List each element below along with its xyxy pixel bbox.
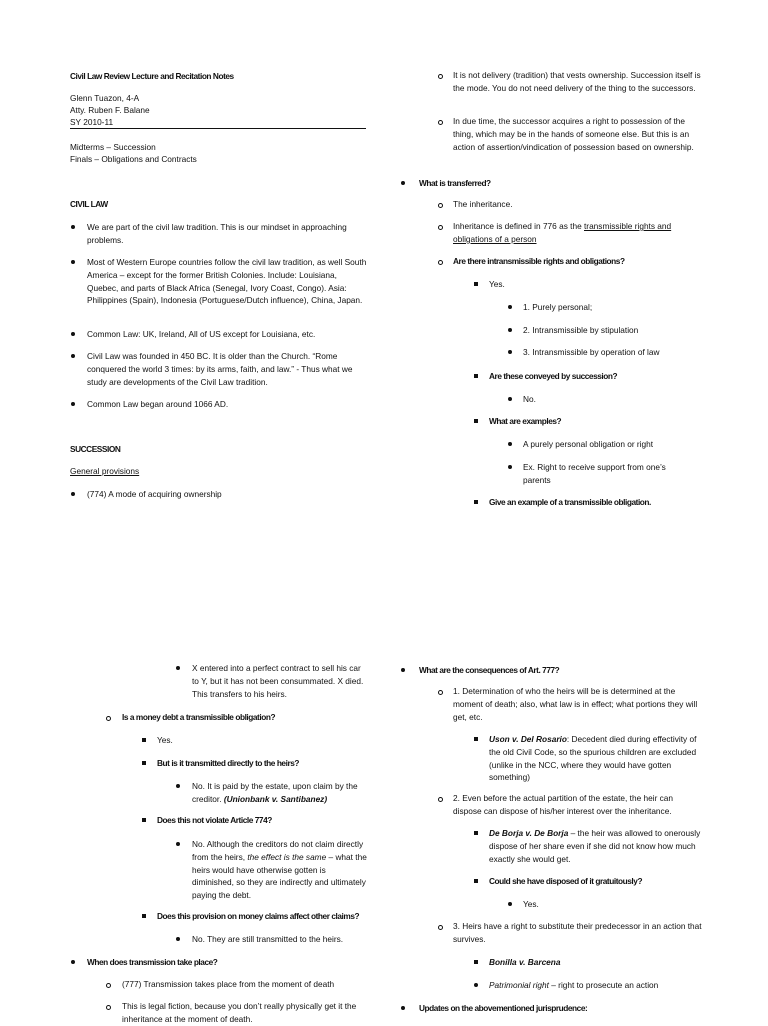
bullet-icon [401,1006,405,1010]
circle-bullet-icon [438,260,443,265]
case-uson [489,733,703,784]
square-bullet-icon [474,282,478,286]
author-line: Glenn Tuazon, 4-A [70,93,140,103]
case-de-borja-name: De Borja v. De Borja [489,828,569,838]
bullet-icon [508,397,512,401]
general-provisions-subheading: General provisions [70,466,140,476]
answer-violate-774 [192,838,370,902]
bullet-icon [176,666,180,670]
example-1: A purely personal obligation or right [523,439,654,449]
inheritance-definition [453,220,703,246]
bullet-icon [176,937,180,941]
due-time-note: In due time, the successor acquires a right to possession of the thing, which may be in the hands of someone else. But this is an action of assertion/vindication of possession based on ownership. [453,116,694,152]
header-divider [70,128,366,129]
contract-example: X entered into a perfect contract to sell his car to Y, but it has not been consummated. X died. This transfers to his heirs. [192,663,364,699]
circle-bullet-icon [106,983,111,988]
square-bullet-icon [142,914,146,918]
bullet-icon [508,442,512,446]
circle-bullet-icon [106,716,111,721]
bullet-icon [71,260,75,264]
bullet-icon [71,960,75,964]
consequence-1: 1. Determination of who the heirs will be is determined at the moment of death; also, what law is in effect; what portions they will get, etc. [453,686,698,722]
circle-bullet-icon [438,797,443,802]
delivery-note: It is not delivery (tradition) that vests ownership. Succession itself is the mode. You do not need delivery of the thing to the successors. [453,70,701,93]
civil-law-item-5: Common Law began around 1066 AD. [87,399,229,409]
answer-violate-part-1: No. Although the creditors do not claim directly from the heirs, [192,839,364,862]
question-what-transferred: What is transferred? [419,178,491,188]
intransmissible-item-1: 1. Purely personal; [523,302,593,312]
answer-estate-text: No. It is paid by the estate, upon claim by the creditor. [192,781,358,804]
answer-affect-other-claims: No. They are still transmitted to the heirs. [192,934,344,944]
square-bullet-icon [142,818,146,822]
circle-bullet-icon [438,120,443,125]
square-bullet-icon [474,831,478,835]
answer-violate-italic: the effect is the same [247,851,327,862]
consequence-2: 2. Even before the actual partition of the estate, the heir can dispose can dispose of his/her interest over the inheritance. [453,793,674,816]
circle-bullet-icon [106,1005,111,1010]
civil-law-item-2: Most of Western Europe countries follow the civil law tradition, as well South America – except for the former British Colonies. Include: Louisiana, Quebec, and parts of Black Africa (Senegal, Ivory Coast, Congo). Asia: Philippines (Spain), Indonesia (Portuguese/Dutch influence), China, Japan. [87,257,367,306]
answer-violate-part-2: – what the heirs would have otherwise gotten is diminished, so they are indirectly and ultimately paying the debt. [192,851,367,901]
square-bullet-icon [474,374,478,378]
bullet-icon [508,465,512,469]
answer-paid-by-estate [192,780,368,806]
intransmissible-item-2: 2. Intransmissible by stipulation [523,325,639,335]
answer-no: No. [523,394,536,404]
case-unionbank: (Unionbank v. Santibanez) [223,793,328,804]
bullet-icon [71,225,75,229]
patrimonial-right [489,979,658,992]
square-bullet-icon [142,761,146,765]
question-intransmissible: Are there intransmissible rights and obligations? [453,256,625,266]
answer-yes: Yes. [489,279,505,289]
square-bullet-icon [474,737,478,741]
definition-prefix: Inheritance is defined in 776 as the [453,221,584,231]
finals-line: Finals – Obligations and Contracts [70,154,197,164]
civil-law-item-4: Civil Law was founded in 450 BC. It is older than the Church. “Rome conquered the world 3 times: by its arms, faith, and law.” - Thus what we study are developments of the Civil Law tradition. [87,351,353,387]
civil-law-item-1: We are part of the civil law tradition. This is our mindset in approaching problems. [87,222,347,245]
bullet-icon [71,402,75,406]
bullet-icon [71,354,75,358]
answer-yes-money-debt: Yes. [157,735,173,745]
question-affect-other-claims: Does this provision on money claims affect other claims? [157,911,360,921]
case-uson-text: : Decedent died during effectivity of the old Civil Code, so the spurious children are excluded (unlike in the NCC, where they would have gotten something) [489,734,697,783]
square-bullet-icon [474,879,478,883]
updates-heading: Updates on the abovementioned jurisprudence: [419,1003,588,1013]
question-consequences-777: What are the consequences of Art. 777? [419,665,560,675]
midterms-line: Midterms – Succession [70,142,156,152]
question-money-debt: Is a money debt a transmissible obligation? [122,712,276,722]
case-bonilla: Bonilla v. Barcena [489,957,561,967]
civil-law-item-3: Common Law: UK, Ireland, All of US except for Louisiana, etc. [87,329,316,339]
succession-item-774: (774) A mode of acquiring ownership [87,489,222,499]
bullet-icon [508,902,512,906]
answer-legal-fiction: This is legal fiction, because you don’t really physically get it the inheritance at the moment of death. [122,1001,357,1024]
bullet-icon [176,842,180,846]
bullet-icon [508,350,512,354]
circle-bullet-icon [438,74,443,79]
answer-777: (777) Transmission takes place from the moment of death [122,979,335,989]
question-examples: What are examples? [489,416,562,426]
patrimonial-right-italic: Patrimonial right [489,980,549,990]
question-violate-774: Does this not violate Article 774? [157,815,272,825]
question-conveyed: Are these conveyed by succession? [489,371,618,381]
intransmissible-item-3: 3. Intransmissible by operation of law [523,347,660,357]
school-year-line: SY 2010-11 [70,117,114,127]
civil-law-heading: CIVIL LAW [70,199,108,209]
question-give-example: Give an example of a transmissible obligation. [489,497,651,507]
consequence-3: 3. Heirs have a right to substitute their predecessor in an action that survives. [453,921,702,944]
circle-bullet-icon [438,925,443,930]
document-title: Civil Law Review Lecture and Recitation Notes [70,71,234,81]
patrimonial-right-text: – right to prosecute an action [548,980,659,990]
succession-heading: SUCCESSION [70,444,121,454]
bullet-icon [474,983,478,987]
example-2: Ex. Right to receive support from one’s parents [523,462,666,485]
bullet-icon [401,181,405,185]
circle-bullet-icon [438,690,443,695]
square-bullet-icon [474,960,478,964]
question-when-transmission: When does transmission take place? [87,957,218,967]
circle-bullet-icon [438,203,443,208]
case-de-borja [489,827,703,865]
bullet-icon [508,328,512,332]
question-directly-to-heirs: But is it transmitted directly to the heirs? [157,758,300,768]
question-gratuitously: Could she have disposed of it gratuitously? [489,876,643,886]
square-bullet-icon [474,500,478,504]
case-uson-name: Uson v. Del Rosario [489,734,567,744]
answer-yes-gratuitously: Yes. [523,899,539,909]
bullet-icon [71,332,75,336]
case-de-borja-text: – the heir was allowed to onerously dispose of her share even if she did not know how much exactly she would get. [489,828,701,864]
professor-line: Atty. Ruben F. Balane [70,105,150,115]
bullet-icon [401,668,405,672]
square-bullet-icon [142,738,146,742]
square-bullet-icon [474,419,478,423]
definition-underlined: transmissible rights and obligations of a person [453,221,672,244]
bullet-icon [71,492,75,496]
bullet-icon [176,784,180,788]
circle-bullet-icon [438,225,443,230]
answer-inheritance: The inheritance. [453,199,513,209]
bullet-icon [508,305,512,309]
